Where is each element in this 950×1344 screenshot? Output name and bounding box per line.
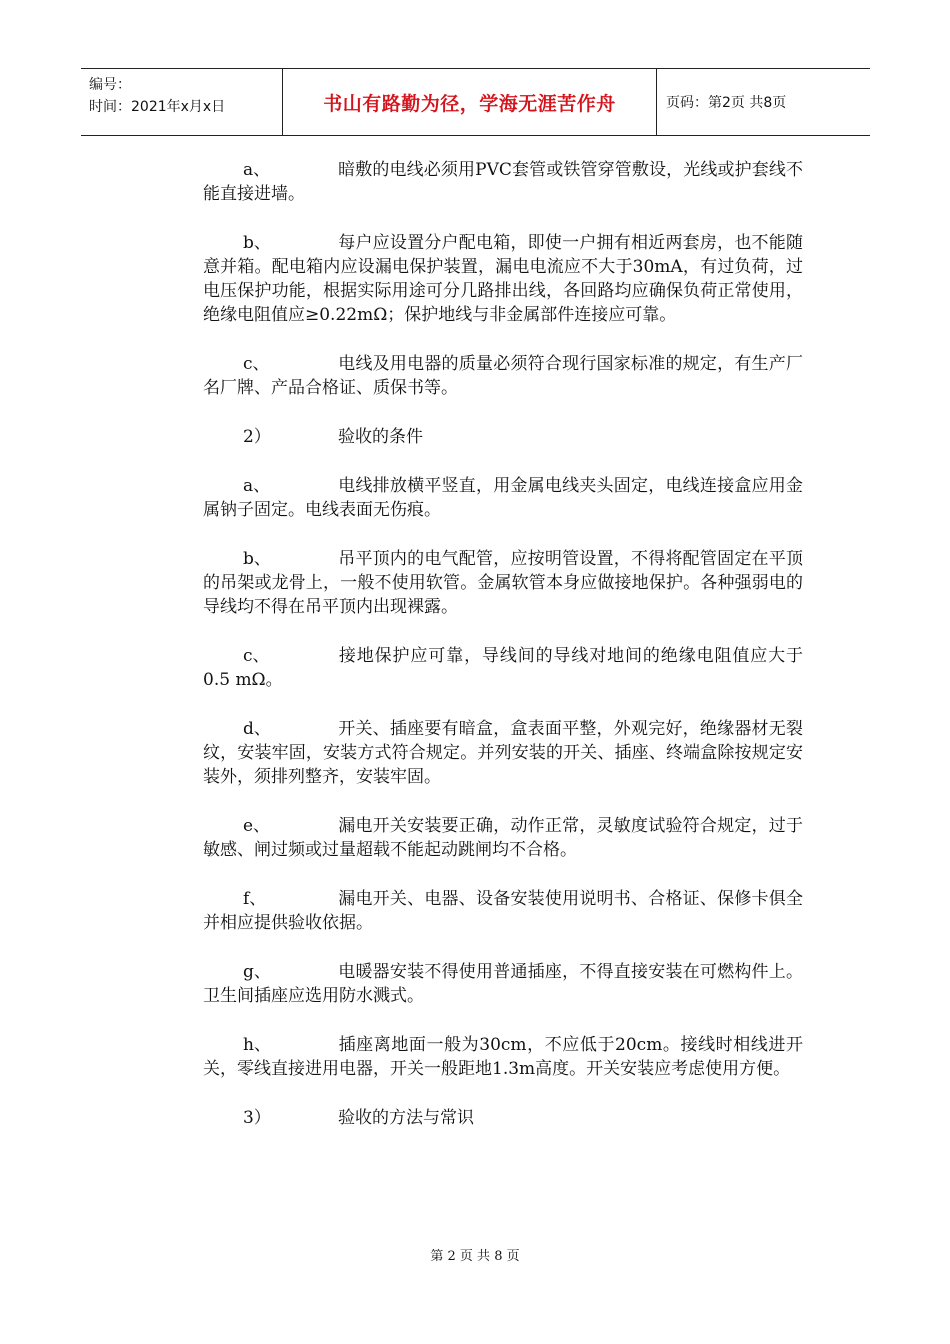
header-divider xyxy=(656,69,657,135)
paragraph-text: 验收的条件 xyxy=(338,427,423,447)
page-footer: 第 2 页 共 8 页 xyxy=(430,1249,520,1264)
header-page-number: 页码：第2页 共8页 xyxy=(666,95,787,111)
paragraph xyxy=(203,717,803,789)
paragraph xyxy=(203,158,803,206)
section-heading xyxy=(203,425,803,449)
paragraph xyxy=(203,960,803,1008)
paragraph-text: 电线排放横平竖直，用金属电线夹头固定，电线连接盒应用金属钠子固定。电线表面无伤痕。 xyxy=(203,476,803,520)
item-marker: a、 xyxy=(243,160,271,180)
paragraph-text: 电线及用电器的质量必须符合现行国家标准的规定，有生产厂名厂牌、产品合格证、质保书等。 xyxy=(203,354,803,398)
item-marker: b、 xyxy=(243,549,271,569)
item-marker: 3） xyxy=(243,1108,271,1128)
paragraph xyxy=(203,352,803,400)
page-header xyxy=(81,68,870,136)
item-marker: 2） xyxy=(243,427,271,447)
item-marker: e、 xyxy=(243,816,271,836)
header-motto: 书山有路勤为径，学海无涯苦作舟 xyxy=(323,92,616,115)
time-label: 时间：2021年x月x日 xyxy=(89,99,226,115)
paragraph-text: 接地保护应可靠，导线间的导线对地间的绝缘电阻值应大于0.5 mΩ。 xyxy=(203,646,803,690)
paragraph-text: 每户应设置分户配电箱，即使一户拥有相近两套房，也不能随意并箱。配电箱内应设漏电保护装置，漏电电流应不大于30mA，有过负荷，过电压保护功能，根据实际用途可分几路排出线，各回路均应确保负荷正常使用，绝缘电阻值应≥0.22mΩ；保护地线与非金属部件连接应可靠。 xyxy=(203,233,803,325)
paragraph xyxy=(203,474,803,522)
paragraph-text: 吊平顶内的电气配管，应按明管设置，不得将配管固定在平顶的吊架或龙骨上，一般不使用软管。金属软管本身应做接地保护。各种强弱电的导线均不得在吊平顶内出现裸露。 xyxy=(203,549,803,617)
paragraph-text: 漏电开关安装要正确，动作正常，灵敏度试验符合规定，过于敏感、闸过频或过量超载不能起动跳闸均不合格。 xyxy=(203,816,803,860)
header-meta xyxy=(89,74,225,118)
paragraph-text: 验收的方法与常识 xyxy=(338,1108,474,1128)
item-marker: b、 xyxy=(243,233,271,253)
item-marker: c、 xyxy=(243,646,270,666)
paragraph-text: 开关、插座要有暗盒，盒表面平整，外观完好，绝缘器材无裂纹，安装牢固，安装方式符合规定。并列安装的开关、插座、终端盒除按规定安装外，须排列整齐，安装牢固。 xyxy=(203,719,803,787)
item-marker: h、 xyxy=(243,1035,271,1055)
paragraph xyxy=(203,887,803,935)
item-marker: c、 xyxy=(243,354,270,374)
paragraph-text: 插座离地面一般为30cm，不应低于20cm。接线时相线进开关，零线直接进用电器，开关一般距地1.3m高度。开关安装应考虑使用方便。 xyxy=(203,1035,803,1079)
paragraph xyxy=(203,231,803,327)
paragraph xyxy=(203,644,803,692)
document-body xyxy=(203,158,803,1155)
paragraph xyxy=(203,1033,803,1081)
paragraph-text: 电暖器安装不得使用普通插座，不得直接安装在可燃构件上。卫生间插座应选用防水溅式。 xyxy=(203,962,803,1006)
section-heading xyxy=(203,1106,803,1130)
number-label: 编号： xyxy=(89,77,131,93)
item-marker: f、 xyxy=(243,889,267,909)
item-marker: g、 xyxy=(243,962,271,982)
item-marker: a、 xyxy=(243,476,271,496)
paragraph-text: 暗敷的电线必须用PVC套管或铁管穿管敷设，光线或护套线不能直接进墙。 xyxy=(203,160,803,204)
paragraph-text: 漏电开关、电器、设备安装使用说明书、合格证、保修卡俱全并相应提供验收依据。 xyxy=(203,889,803,933)
paragraph xyxy=(203,814,803,862)
paragraph xyxy=(203,547,803,619)
item-marker: d、 xyxy=(243,719,271,739)
